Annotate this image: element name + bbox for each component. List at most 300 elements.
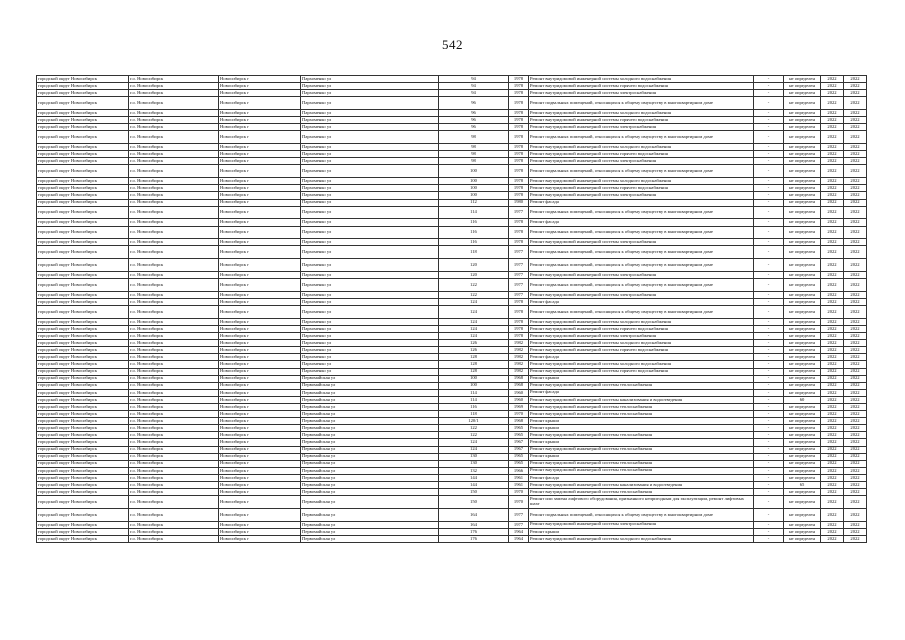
cell-street: Пархоменко ул — [301, 117, 439, 124]
table-row — [37, 219, 867, 226]
cell-municipality: городской округ Новосибирск — [37, 509, 129, 522]
cell-house-number: 124 — [439, 306, 509, 319]
cell-plan-year-end: 2022 — [844, 425, 867, 432]
cell-cost: - — [754, 375, 784, 382]
cell-settlement: г.о. Новосибирск — [129, 131, 219, 144]
table-row — [37, 110, 867, 117]
cell-house-number: 120 — [439, 271, 509, 278]
cell-house-number: 118 — [439, 246, 509, 259]
cell-plan-year-end: 2022 — [844, 298, 867, 305]
cell-municipality: городской округ Новосибирск — [37, 158, 129, 165]
cell-locality: Новосибирск г — [219, 333, 301, 340]
cell-plan-year-start: 2022 — [821, 340, 844, 347]
cell-locality: Новосибирск г — [219, 439, 301, 446]
cell-build-year: 1977 — [509, 279, 529, 292]
cell-locality: Новосибирск г — [219, 325, 301, 332]
cell-build-year: 1970 — [509, 489, 529, 496]
cell-work-type: Ремонт внутридомовой инженерной системы холодного водоснабжения — [529, 76, 754, 83]
cell-build-year: 1967 — [509, 439, 529, 446]
cell-municipality: городской округ Новосибирск — [37, 489, 129, 496]
cell-house-number: 150 — [439, 489, 509, 496]
cell-house-number: 94 — [439, 76, 509, 83]
cell-work-type: Ремонт внутридомовой инженерной системы горячего водоснабжения — [529, 368, 754, 375]
cell-locality: Новосибирск г — [219, 178, 301, 185]
cell-street: Первомайская ул — [301, 403, 439, 410]
cell-build-year: 1978 — [509, 318, 529, 325]
cell-status: не определен — [784, 521, 821, 528]
cell-work-type: Ремонт внутридомовой инженерной системы электроснабжения — [529, 90, 754, 97]
cell-street: Первомайская ул — [301, 521, 439, 528]
cell-plan-year-end: 2022 — [844, 453, 867, 460]
cell-plan-year-end: 2022 — [844, 76, 867, 83]
cell-municipality: городской округ Новосибирск — [37, 76, 129, 83]
cell-street: Первомайская ул — [301, 439, 439, 446]
cell-street: Пархоменко ул — [301, 325, 439, 332]
cell-plan-year-start: 2022 — [821, 97, 844, 110]
cell-locality: Новосибирск г — [219, 306, 301, 319]
cell-settlement: г.о. Новосибирск — [129, 467, 219, 474]
cell-plan-year-end: 2022 — [844, 131, 867, 144]
cell-house-number: 114 — [439, 206, 509, 219]
cell-settlement: г.о. Новосибирск — [129, 521, 219, 528]
cell-plan-year-start: 2022 — [821, 496, 844, 509]
cell-locality: Новосибирск г — [219, 453, 301, 460]
cell-build-year: 1968 — [509, 375, 529, 382]
cell-plan-year-end: 2022 — [844, 361, 867, 368]
table-row — [37, 389, 867, 396]
cell-work-type: Ремонт внутридомовой инженерной системы холодного водоснабжения — [529, 110, 754, 117]
cell-street: Первомайская ул — [301, 496, 439, 509]
cell-settlement: г.о. Новосибирск — [129, 90, 219, 97]
cell-municipality: городской округ Новосибирск — [37, 425, 129, 432]
cell-street: Первомайская ул — [301, 489, 439, 496]
table-row — [37, 90, 867, 97]
cell-settlement: г.о. Новосибирск — [129, 333, 219, 340]
cell-municipality: городской округ Новосибирск — [37, 368, 129, 375]
cell-cost: - — [754, 226, 784, 239]
cell-status: не определен — [784, 110, 821, 117]
cell-house-number: 120/1 — [439, 418, 509, 425]
cell-status: не определен — [784, 403, 821, 410]
cell-status: не определен — [784, 411, 821, 418]
cell-locality: Новосибирск г — [219, 354, 301, 361]
cell-locality: Новосибирск г — [219, 509, 301, 522]
cell-status: не определен — [784, 368, 821, 375]
table-row — [37, 239, 867, 246]
cell-street: Первомайская ул — [301, 389, 439, 396]
cell-plan-year-end: 2022 — [844, 474, 867, 481]
table-row — [37, 131, 867, 144]
cell-street: Пархоменко ул — [301, 131, 439, 144]
cell-locality: Новосибирск г — [219, 460, 301, 467]
cell-house-number: 122 — [439, 432, 509, 439]
cell-settlement: г.о. Новосибирск — [129, 192, 219, 199]
cell-settlement: г.о. Новосибирск — [129, 382, 219, 389]
cell-cost: - — [754, 521, 784, 528]
cell-plan-year-end: 2022 — [844, 460, 867, 467]
cell-locality: Новосибирск г — [219, 446, 301, 453]
cell-street: Первомайская ул — [301, 467, 439, 474]
cell-locality: Новосибирск г — [219, 340, 301, 347]
cell-build-year: 1968 — [509, 418, 529, 425]
cell-house-number: 128 — [439, 361, 509, 368]
cell-plan-year-end: 2022 — [844, 528, 867, 535]
cell-build-year: 1965 — [509, 453, 529, 460]
cell-cost: - — [754, 90, 784, 97]
cell-street: Первомайская ул — [301, 375, 439, 382]
cell-status: не определен — [784, 432, 821, 439]
cell-municipality: городской округ Новосибирск — [37, 110, 129, 117]
cell-settlement: г.о. Новосибирск — [129, 165, 219, 178]
table-row — [37, 271, 867, 278]
cell-street: Пархоменко ул — [301, 318, 439, 325]
cell-status: не определен — [784, 279, 821, 292]
cell-cost: - — [754, 124, 784, 131]
cell-work-type: Ремонт внутридомовой инженерной системы теплоснабжения — [529, 446, 754, 453]
cell-house-number: 124 — [439, 298, 509, 305]
cell-settlement: г.о. Новосибирск — [129, 418, 219, 425]
cell-house-number: 96 — [439, 97, 509, 110]
cell-status: не определен — [784, 496, 821, 509]
cell-build-year: 1977 — [509, 291, 529, 298]
cell-status: не определен — [784, 165, 821, 178]
cell-locality: Новосибирск г — [219, 298, 301, 305]
cell-work-type: Ремонт крыши — [529, 453, 754, 460]
cell-street: Первомайская ул — [301, 432, 439, 439]
cell-work-type: Ремонт подвальных помещений, относящихся к общему имуществу в многоквартирном доме — [529, 165, 754, 178]
table-row — [37, 418, 867, 425]
cell-street: Первомайская ул — [301, 535, 439, 542]
cell-build-year: 1978 — [509, 165, 529, 178]
cell-cost: - — [754, 259, 784, 272]
cell-locality: Новосибирск г — [219, 361, 301, 368]
cell-house-number: 124 — [439, 446, 509, 453]
cell-work-type: Ремонт внутридомовой инженерной системы горячего водоснабжения — [529, 347, 754, 354]
cell-settlement: г.о. Новосибирск — [129, 219, 219, 226]
cell-plan-year-end: 2022 — [844, 509, 867, 522]
cell-status: 65 — [784, 482, 821, 489]
cell-house-number: 96 — [439, 117, 509, 124]
cell-locality: Новосибирск г — [219, 239, 301, 246]
cell-status: не определен — [784, 76, 821, 83]
cell-cost: - — [754, 144, 784, 151]
cell-status: не определен — [784, 439, 821, 446]
cell-build-year: 1960 — [509, 389, 529, 396]
table-row — [37, 453, 867, 460]
table-row — [37, 474, 867, 481]
cell-settlement: г.о. Новосибирск — [129, 97, 219, 110]
cell-build-year: 1978 — [509, 192, 529, 199]
cell-build-year: 1978 — [509, 219, 529, 226]
cell-street: Пархоменко ул — [301, 151, 439, 158]
table-row — [37, 117, 867, 124]
cell-plan-year-start: 2022 — [821, 318, 844, 325]
cell-cost: - — [754, 206, 784, 219]
cell-plan-year-end: 2022 — [844, 496, 867, 509]
cell-house-number: 100 — [439, 178, 509, 185]
cell-locality: Новосибирск г — [219, 291, 301, 298]
cell-locality: Новосибирск г — [219, 76, 301, 83]
cell-work-type: Ремонт внутридомовой инженерной системы теплоснабжения — [529, 467, 754, 474]
cell-plan-year-end: 2022 — [844, 439, 867, 446]
cell-locality: Новосибирск г — [219, 83, 301, 90]
cell-municipality: городской округ Новосибирск — [37, 318, 129, 325]
cell-locality: Новосибирск г — [219, 226, 301, 239]
cell-build-year: 1970 — [509, 411, 529, 418]
cell-plan-year-start: 2022 — [821, 347, 844, 354]
cell-municipality: городской округ Новосибирск — [37, 453, 129, 460]
cell-locality: Новосибирск г — [219, 144, 301, 151]
cell-status: не определен — [784, 354, 821, 361]
cell-cost: - — [754, 83, 784, 90]
cell-plan-year-start: 2022 — [821, 259, 844, 272]
cell-plan-year-start: 2022 — [821, 521, 844, 528]
cell-street: Пархоменко ул — [301, 246, 439, 259]
cell-work-type: Ремонт подвальных помещений, относящихся к общему имуществу в многоквартирном доме — [529, 226, 754, 239]
table-row — [37, 246, 867, 259]
cell-plan-year-start: 2022 — [821, 535, 844, 542]
cell-work-type: Ремонт внутридомовой инженерной системы теплоснабжения — [529, 411, 754, 418]
cell-work-type: Ремонт фасада — [529, 389, 754, 396]
records-table-container — [36, 75, 866, 543]
cell-municipality: городской округ Новосибирск — [37, 199, 129, 206]
cell-status: не определен — [784, 453, 821, 460]
cell-municipality: городской округ Новосибирск — [37, 432, 129, 439]
cell-street: Пархоменко ул — [301, 361, 439, 368]
records-table — [36, 75, 867, 543]
cell-work-type: Ремонт крыши — [529, 439, 754, 446]
cell-settlement: г.о. Новосибирск — [129, 403, 219, 410]
cell-street: Первомайская ул — [301, 482, 439, 489]
cell-plan-year-start: 2022 — [821, 325, 844, 332]
cell-work-type: Ремонт крыши — [529, 418, 754, 425]
cell-settlement: г.о. Новосибирск — [129, 439, 219, 446]
cell-cost: - — [754, 347, 784, 354]
cell-house-number: 94 — [439, 90, 509, 97]
cell-locality: Новосибирск г — [219, 368, 301, 375]
cell-cost: - — [754, 418, 784, 425]
cell-house-number: 112 — [439, 199, 509, 206]
cell-status: 60 — [784, 396, 821, 403]
cell-plan-year-start: 2022 — [821, 246, 844, 259]
cell-municipality: городской округ Новосибирск — [37, 239, 129, 246]
table-row — [37, 396, 867, 403]
cell-plan-year-start: 2022 — [821, 418, 844, 425]
cell-status: не определен — [784, 528, 821, 535]
table-row — [37, 467, 867, 474]
cell-status: не определен — [784, 144, 821, 151]
cell-build-year: 1978 — [509, 117, 529, 124]
cell-work-type: Ремонт внутридомовой инженерной системы электроснабжения — [529, 124, 754, 131]
cell-street: Первомайская ул — [301, 382, 439, 389]
cell-plan-year-start: 2022 — [821, 219, 844, 226]
cell-plan-year-start: 2022 — [821, 446, 844, 453]
cell-plan-year-start: 2022 — [821, 117, 844, 124]
table-row — [37, 340, 867, 347]
cell-cost: - — [754, 178, 784, 185]
cell-plan-year-start: 2022 — [821, 368, 844, 375]
cell-municipality: городской округ Новосибирск — [37, 418, 129, 425]
cell-build-year: 1978 — [509, 90, 529, 97]
cell-cost: - — [754, 368, 784, 375]
cell-plan-year-start: 2022 — [821, 226, 844, 239]
cell-municipality: городской округ Новосибирск — [37, 291, 129, 298]
table-row — [37, 496, 867, 509]
cell-street: Пархоменко ул — [301, 199, 439, 206]
cell-status: не определен — [784, 239, 821, 246]
cell-plan-year-start: 2022 — [821, 460, 844, 467]
cell-plan-year-end: 2022 — [844, 192, 867, 199]
table-row — [37, 226, 867, 239]
cell-municipality: городской округ Новосибирск — [37, 219, 129, 226]
table-row — [37, 178, 867, 185]
cell-plan-year-end: 2022 — [844, 124, 867, 131]
cell-cost: - — [754, 528, 784, 535]
cell-municipality: городской округ Новосибирск — [37, 124, 129, 131]
cell-street: Пархоменко ул — [301, 347, 439, 354]
cell-house-number: 164 — [439, 509, 509, 522]
cell-settlement: г.о. Новосибирск — [129, 271, 219, 278]
cell-municipality: городской округ Новосибирск — [37, 117, 129, 124]
cell-work-type: Ремонт фасада — [529, 199, 754, 206]
cell-street: Пархоменко ул — [301, 90, 439, 97]
cell-settlement: г.о. Новосибирск — [129, 239, 219, 246]
cell-status: не определен — [784, 298, 821, 305]
cell-status: не определен — [784, 246, 821, 259]
cell-settlement: г.о. Новосибирск — [129, 144, 219, 151]
cell-settlement: г.о. Новосибирск — [129, 83, 219, 90]
cell-settlement: г.о. Новосибирск — [129, 340, 219, 347]
cell-municipality: городской округ Новосибирск — [37, 474, 129, 481]
cell-status: не определен — [784, 83, 821, 90]
cell-municipality: городской округ Новосибирск — [37, 411, 129, 418]
table-row — [37, 361, 867, 368]
cell-municipality: городской округ Новосибирск — [37, 131, 129, 144]
cell-settlement: г.о. Новосибирск — [129, 482, 219, 489]
cell-plan-year-end: 2022 — [844, 411, 867, 418]
table-row — [37, 165, 867, 178]
cell-plan-year-end: 2022 — [844, 368, 867, 375]
cell-locality: Новосибирск г — [219, 474, 301, 481]
cell-locality: Новосибирск г — [219, 382, 301, 389]
cell-work-type: Ремонт внутридомовой инженерной системы теплоснабжения — [529, 460, 754, 467]
cell-work-type: Ремонт внутридомовой инженерной системы канализования и водоотведения — [529, 396, 754, 403]
cell-street: Пархоменко ул — [301, 219, 439, 226]
table-row — [37, 382, 867, 389]
table-row — [37, 325, 867, 332]
cell-settlement: г.о. Новосибирск — [129, 489, 219, 496]
cell-plan-year-end: 2022 — [844, 375, 867, 382]
cell-cost: - — [754, 165, 784, 178]
cell-cost: - — [754, 97, 784, 110]
cell-settlement: г.о. Новосибирск — [129, 535, 219, 542]
cell-locality: Новосибирск г — [219, 90, 301, 97]
cell-house-number: 94 — [439, 83, 509, 90]
cell-cost: - — [754, 185, 784, 192]
cell-municipality: городской округ Новосибирск — [37, 467, 129, 474]
cell-work-type: Ремонт внутридомовой инженерной системы горячего водоснабжения — [529, 185, 754, 192]
cell-settlement: г.о. Новосибирск — [129, 425, 219, 432]
cell-street: Пархоменко ул — [301, 354, 439, 361]
table-row — [37, 76, 867, 83]
cell-house-number: 96 — [439, 110, 509, 117]
cell-build-year: 1978 — [509, 97, 529, 110]
cell-locality: Новосибирск г — [219, 124, 301, 131]
cell-cost: - — [754, 467, 784, 474]
cell-status: не определен — [784, 509, 821, 522]
cell-locality: Новосибирск г — [219, 418, 301, 425]
cell-settlement: г.о. Новосибирск — [129, 178, 219, 185]
cell-plan-year-start: 2022 — [821, 178, 844, 185]
table-row — [37, 535, 867, 542]
cell-municipality: городской округ Новосибирск — [37, 460, 129, 467]
cell-settlement: г.о. Новосибирск — [129, 124, 219, 131]
cell-cost: - — [754, 425, 784, 432]
cell-municipality: городской округ Новосибирск — [37, 496, 129, 509]
cell-plan-year-end: 2022 — [844, 226, 867, 239]
cell-house-number: 98 — [439, 144, 509, 151]
cell-street: Первомайская ул — [301, 425, 439, 432]
table-row — [37, 158, 867, 165]
table-row — [37, 199, 867, 206]
cell-municipality: городской округ Новосибирск — [37, 340, 129, 347]
cell-locality: Новосибирск г — [219, 158, 301, 165]
table-row — [37, 151, 867, 158]
cell-municipality: городской округ Новосибирск — [37, 165, 129, 178]
cell-build-year: 1977 — [509, 521, 529, 528]
cell-municipality: городской округ Новосибирск — [37, 528, 129, 535]
cell-plan-year-end: 2022 — [844, 403, 867, 410]
cell-cost: - — [754, 446, 784, 453]
cell-house-number: 176 — [439, 528, 509, 535]
cell-settlement: г.о. Новосибирск — [129, 291, 219, 298]
cell-plan-year-end: 2022 — [844, 158, 867, 165]
cell-work-type: Ремонт внутридомовой инженерной системы электроснабжения — [529, 271, 754, 278]
cell-cost: - — [754, 489, 784, 496]
cell-street: Пархоменко ул — [301, 333, 439, 340]
cell-work-type: Ремонт внутридомовой инженерной системы электроснабжения — [529, 239, 754, 246]
cell-plan-year-start: 2022 — [821, 239, 844, 246]
cell-settlement: г.о. Новосибирск — [129, 347, 219, 354]
cell-work-type: Ремонт подвальных помещений, относящихся к общему имуществу в многоквартирном доме — [529, 306, 754, 319]
cell-plan-year-start: 2022 — [821, 425, 844, 432]
cell-street: Пархоменко ул — [301, 368, 439, 375]
cell-work-type: Ремонт подвальных помещений, относящихся к общему имуществу в многоквартирном доме — [529, 97, 754, 110]
cell-plan-year-start: 2022 — [821, 185, 844, 192]
cell-plan-year-end: 2022 — [844, 446, 867, 453]
cell-municipality: городской округ Новосибирск — [37, 325, 129, 332]
table-row — [37, 298, 867, 305]
cell-status: не определен — [784, 131, 821, 144]
cell-plan-year-end: 2022 — [844, 489, 867, 496]
cell-locality: Новосибирск г — [219, 151, 301, 158]
cell-plan-year-end: 2022 — [844, 151, 867, 158]
cell-plan-year-end: 2022 — [844, 318, 867, 325]
cell-locality: Новосибирск г — [219, 192, 301, 199]
table-row — [37, 259, 867, 272]
cell-house-number: 98 — [439, 158, 509, 165]
cell-house-number: 126 — [439, 340, 509, 347]
cell-plan-year-end: 2022 — [844, 206, 867, 219]
cell-municipality: городской округ Новосибирск — [37, 439, 129, 446]
table-row — [37, 482, 867, 489]
cell-status: не определен — [784, 467, 821, 474]
cell-settlement: г.о. Новосибирск — [129, 151, 219, 158]
cell-cost: - — [754, 389, 784, 396]
cell-settlement: г.о. Новосибирск — [129, 411, 219, 418]
cell-locality: Новосибирск г — [219, 489, 301, 496]
cell-plan-year-start: 2022 — [821, 482, 844, 489]
